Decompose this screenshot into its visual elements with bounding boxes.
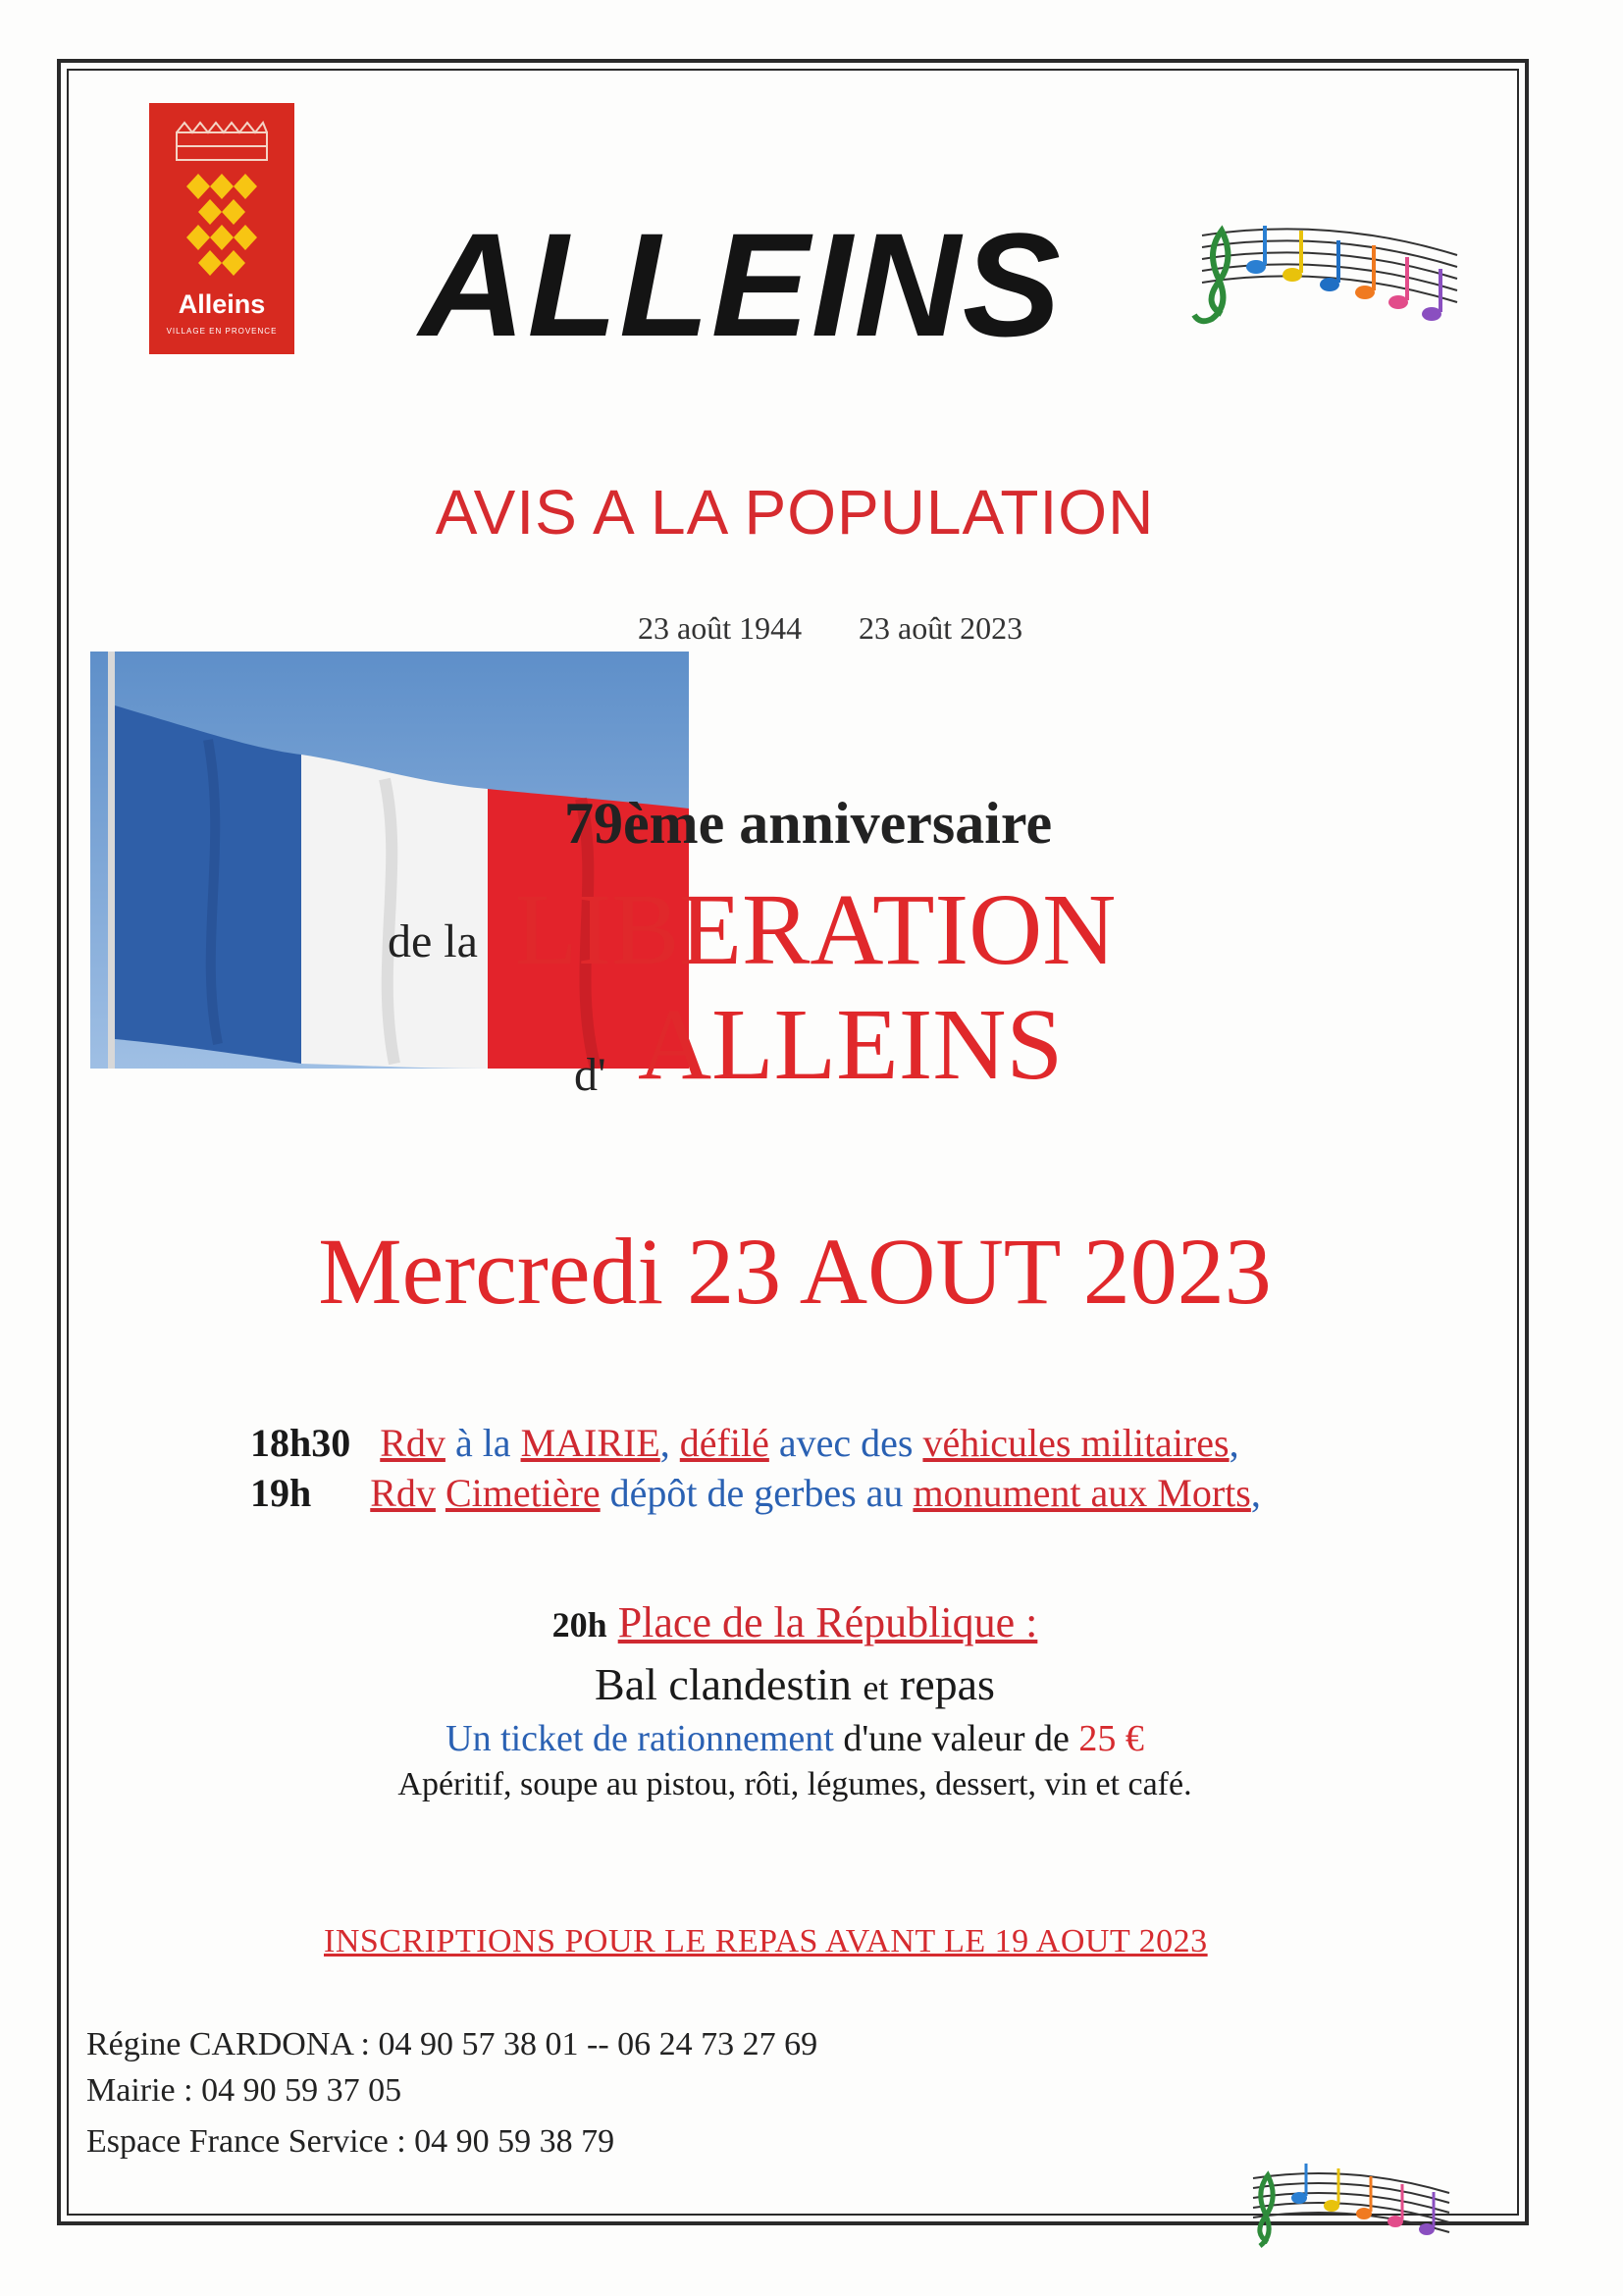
a-la-text: à la	[454, 1421, 511, 1465]
ticket-text: Un ticket de rationnement	[445, 1718, 834, 1759]
registration-deadline: INSCRIPTIONS POUR LE REPAS AVANT LE 19 AOUT 2023	[324, 1923, 1208, 1959]
anniversary-text: 79ème anniversaire	[564, 791, 1053, 856]
place-republique: Place de la République :	[617, 1598, 1038, 1646]
rdv-2: Rdv	[370, 1471, 436, 1515]
music-notes-bottom-icon	[1238, 2139, 1464, 2257]
cimetiere-text: Cimetière	[445, 1471, 601, 1515]
mairie-link: MAIRIE	[520, 1421, 660, 1465]
date-2023: 23 août 2023	[859, 610, 1023, 646]
town-logo	[149, 103, 294, 354]
logo-name: Alleins	[178, 289, 266, 319]
monument-text: monument aux Morts	[913, 1471, 1251, 1515]
liberation-text: LIBERATION	[515, 873, 1117, 986]
contact-france-service: Espace France Service : 04 90 59 38 79	[86, 2123, 615, 2160]
depot-text: dépôt de gerbes au	[609, 1471, 904, 1515]
alleins-text: ALLEINS	[638, 988, 1064, 1101]
price-text: 25 €	[1078, 1718, 1144, 1759]
comma-1: ,	[659, 1421, 670, 1465]
french-flag-image	[90, 652, 689, 1069]
inner-border	[67, 69, 1519, 2216]
de-la-text: de la	[388, 915, 478, 967]
bal-line	[157, 1658, 1433, 1710]
menu-text: Apéritif, soupe au pistou, rôti, légumes, dessert, vin et café.	[397, 1766, 1192, 1802]
notice-heading: AVIS A LA POPULATION	[435, 477, 1155, 548]
ticket-line	[157, 1717, 1433, 1760]
comma-2: ,	[1229, 1421, 1239, 1465]
value-text: d'une valeur de	[843, 1718, 1070, 1759]
comma-3: ,	[1250, 1471, 1261, 1515]
defile-text: défilé	[679, 1421, 769, 1465]
coat-of-arms-icon	[149, 103, 294, 289]
et-text: et	[863, 1668, 889, 1707]
logo-subtitle: VILLAGE EN PROVENCE	[166, 327, 278, 336]
contact-mairie: Mairie : 04 90 59 37 05	[86, 2072, 402, 2109]
page-title: ALLEINS	[419, 202, 1063, 367]
time-1830: 18h30	[250, 1421, 351, 1465]
rdv-1: Rdv	[380, 1421, 445, 1465]
evening-line	[157, 1597, 1433, 1647]
d-prefix-text: d'	[574, 1049, 606, 1101]
vehicules-text: véhicules militaires	[922, 1421, 1230, 1465]
schedule-row-1	[250, 1420, 1239, 1466]
music-notes-icon	[1182, 206, 1467, 343]
schedule-row-2	[250, 1470, 1261, 1516]
event-date: Mercredi 23 AOUT 2023	[318, 1219, 1272, 1324]
bal-text: Bal clandestin	[595, 1659, 852, 1709]
time-20h: 20h	[551, 1605, 607, 1644]
contact-cardona: Régine CARDONA : 04 90 57 38 01 -- 06 24 73 27 69	[86, 2026, 818, 2062]
repas-text: repas	[899, 1659, 995, 1709]
time-19h: 19h	[250, 1471, 312, 1515]
avec-des-text: avec des	[778, 1421, 914, 1465]
date-1944: 23 août 1944	[638, 610, 803, 646]
